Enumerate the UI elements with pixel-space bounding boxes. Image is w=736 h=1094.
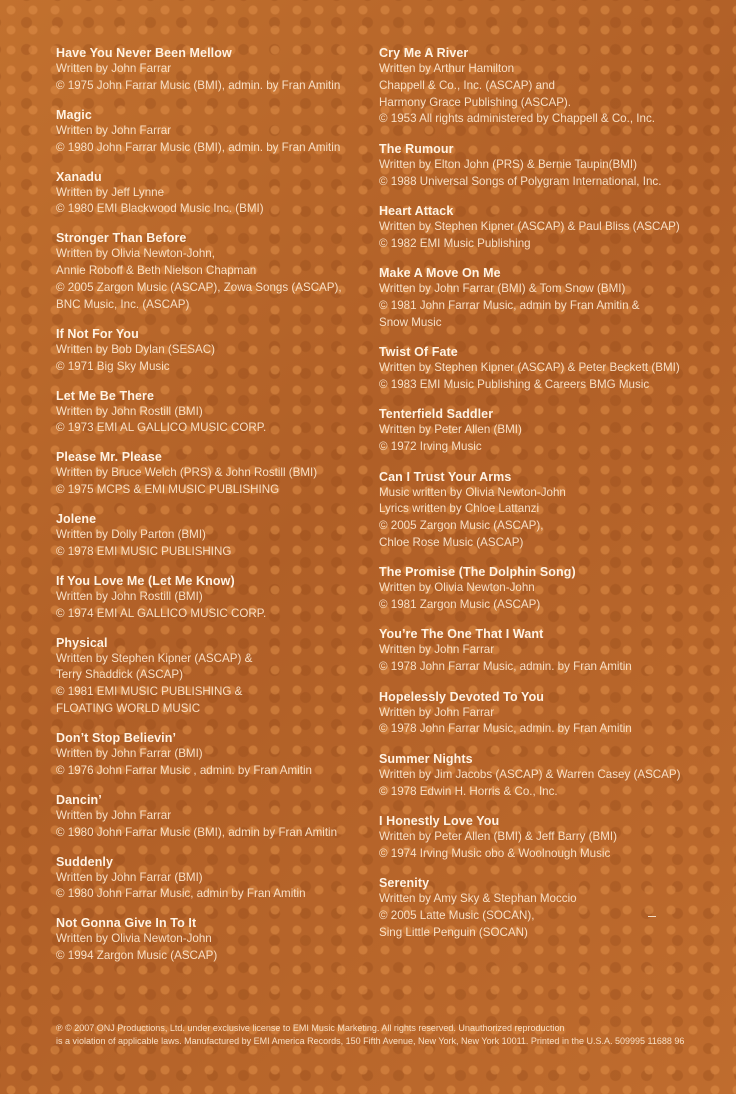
song-credit-entry [56,389,361,438]
publishing-line: Harmony Grace Publishing (ASCAP). [379,95,572,109]
publishing-line: Chappell & Co., Inc. (ASCAP) and [379,78,555,92]
copyright-footer [56,1022,696,1048]
songwriter-line: Written by Stephen Kipner (ASCAP) & Peter Beckett (BMI) [379,361,680,375]
song-credit-entry [56,170,361,219]
songwriter-line: Written by John Farrar (BMI) [56,747,203,760]
publishing-line: © 2005 Zargon Music (ASCAP), [379,519,544,533]
song-credit-entry [56,327,361,376]
song-title: Cry Me A River [379,46,469,60]
song-credit-entry [379,470,709,552]
song-credit-entry [379,266,709,331]
song-credit-entry [56,46,361,95]
publishing-line: © 1976 John Farrar Music , admin. by Fran Amitin [56,763,312,777]
songwriter-line: Written by John Farrar (BMI) [56,870,203,884]
song-credit-entry [56,108,361,157]
song-title: If You Love Me (Let Me Know) [56,573,235,588]
footer-line-1: ℗ © 2007 ONJ Productions, Ltd. under exclusive license to EMI Music Marketing. All rights reserved. Unauthorized reproduction [56,1023,565,1033]
song-credit-entry [379,627,709,676]
songwriter-line: Written by Elton John (PRS) & Bernie Taupin(BMI) [379,157,637,171]
song-credit-entry [379,345,709,394]
song-title: Stronger Than Before [56,231,187,246]
publishing-line: © 1980 John Farrar Music, admin by Fran Amitin [56,887,306,901]
songwriter-line: Written by John Rostill (BMI) [56,589,203,603]
songwriter-line: Written by Stephen Kipner (ASCAP) & Paul Bliss (ASCAP) [379,219,680,233]
songwriter-line: Written by Dolly Parton (BMI) [56,528,206,542]
song-credit-entry [56,636,361,718]
publishing-line: Sing Little Penguin (SOCAN) [379,925,528,939]
song-credit-entry [379,876,709,941]
song-credit-entry [379,407,709,456]
publishing-line: © 1994 Zargon Music (ASCAP) [56,949,218,963]
songwriter-line: Written by Stephen Kipner (ASCAP) & [56,651,253,665]
song-title: You’re The One That I Want [379,627,544,642]
song-title: Please Mr. Please [56,450,162,465]
songwriter-line: Written by Peter Allen (BMI) [379,423,522,437]
song-title: Not Gonna Give In To It [56,916,197,931]
songwriter-line: Written by Jeff Lynne [56,185,165,199]
publishing-line: © 1981 John Farrar Music, admin by Fran Amitin & [379,298,640,312]
publishing-line: FLOATING WORLD MUSIC [56,702,201,716]
song-title: Serenity [379,876,430,891]
song-title: Don’t Stop Believin’ [56,731,177,745]
song-credit-entry [56,512,361,561]
songwriter-line: Written by John Farrar [56,123,172,137]
publishing-line: © 1975 MCPS & EMI MUSIC PUBLISHING [56,483,280,497]
song-title: Heart Attack [379,203,454,218]
publishing-line: © 1983 EMI Music Publishing & Careers BMG Music [379,377,650,391]
publishing-line: © 1953 All rights administered by Chappell & Co., Inc. [379,112,655,126]
song-credit-entry [379,752,709,801]
publishing-line: © 1978 John Farrar Music, admin. by Fran Amitin [379,660,632,674]
songwriter-line: Written by John Farrar [56,62,172,75]
song-title: Tenterfield Saddler [379,407,494,422]
publishing-line: © 1972 Irving Music [379,440,482,454]
song-credit-entry [379,565,709,614]
publishing-line: © 2005 Zargon Music (ASCAP), Zowa Songs (ASCAP), [56,280,342,294]
left-credits-column [56,46,361,965]
song-title: The Promise (The Dolphin Song) [379,565,576,580]
song-title: Make A Move On Me [379,266,501,281]
publishing-line: © 1974 Irving Music obo & Woolnough Music [379,846,611,860]
publishing-line: © 1980 John Farrar Music (BMI), admin by Fran Amitin [56,825,338,839]
publishing-line: BNC Music, Inc. (ASCAP) [56,297,190,311]
song-title: If Not For You [56,326,139,341]
songwriter-line: Written by John Farrar (BMI) & Tom Snow (BMI) [379,282,626,296]
song-credit-entry [379,142,709,191]
songwriter-line: Written by John Rostill (BMI) [56,404,203,418]
songwriter-line: Written by John Farrar [379,705,495,719]
songwriter-line: Written by John Farrar [56,808,172,822]
songwriter-line: Written by Peter Allen (BMI) & Jeff Barry (BMI) [379,830,617,844]
songwriter-line: Written by Olivia Newton-John [56,932,212,946]
song-title: Physical [56,635,108,650]
songwriter-line: Written by Bruce Welch (PRS) & John Rostill (BMI) [56,466,318,480]
song-title: Let Me Be There [56,388,155,403]
song-title: Jolene [56,512,97,527]
song-credit-entry [56,574,361,623]
song-title: Have You Never Been Mellow [56,46,232,60]
song-title: Suddenly [56,854,114,869]
publishing-line: © 1973 EMI AL GALLICO MUSIC CORP. [56,421,267,435]
publishing-line: © 1988 Universal Songs of Polygram International, Inc. [379,174,662,188]
publishing-line: © 1981 EMI MUSIC PUBLISHING & [56,685,243,699]
publishing-line: Annie Roboff & Beth Nielson Chapman [56,264,257,278]
song-credit-entry [379,204,709,253]
songwriter-line: Written by Arthur Hamilton [379,62,515,75]
song-title: Can I Trust Your Arms [379,469,512,484]
publishing-line: Chloe Rose Music (ASCAP) [379,535,524,549]
song-title: Magic [56,107,92,122]
right-credits-column [379,46,709,942]
song-credit-entry [56,450,361,499]
publishing-line: Snow Music [379,315,442,329]
songwriter-line: Music written by Olivia Newton-John [379,485,566,499]
publishing-line: © 1978 Edwin H. Horris & Co., Inc. [379,784,558,798]
publishing-line: © 1974 EMI AL GALLICO MUSIC CORP. [56,606,267,620]
publishing-line: © 2005 Latte Music (SOCAN), [379,909,535,923]
song-title: Hopelessly Devoted To You [379,689,545,704]
songwriter-line: Written by John Farrar [379,643,495,657]
song-title: The Rumour [379,141,454,156]
publishing-line: © 1982 EMI Music Publishing [379,236,531,250]
song-credit-entry [56,793,361,842]
publishing-line: © 1975 John Farrar Music (BMI), admin. by Fran Amitin [56,78,341,92]
print-fleck [648,916,656,917]
songwriter-line: Written by Olivia Newton-John, [56,247,215,261]
song-credit-entry [56,855,361,904]
publishing-line: © 1980 EMI Blackwood Music Inc. (BMI) [56,202,264,216]
publishing-line: Lyrics written by Chloe Lattanzi [379,502,540,516]
song-title: Twist Of Fate [379,345,458,360]
songwriter-line: Written by Bob Dylan (SESAC) [56,342,215,356]
song-credit-entry [379,814,709,863]
song-credit-entry [56,731,361,780]
songwriter-line: Written by Amy Sky & Stephan Moccio [379,892,577,906]
publishing-line: Terry Shaddick (ASCAP) [56,668,183,682]
song-title: I Honestly Love You [379,814,500,829]
songwriter-line: Written by Jim Jacobs (ASCAP) & Warren Casey (ASCAP) [379,767,681,781]
publishing-line: © 1980 John Farrar Music (BMI), admin. by Fran Amitin [56,140,341,154]
song-title: Dancin’ [56,792,102,807]
songwriter-line: Written by Olivia Newton-John [379,581,535,595]
publishing-line: © 1981 Zargon Music (ASCAP) [379,598,541,612]
publishing-line: © 1978 EMI MUSIC PUBLISHING [56,544,232,558]
song-credit-entry [56,916,361,965]
song-credit-entry [379,690,709,739]
publishing-line: © 1971 Big Sky Music [56,359,170,373]
song-credit-entry [379,46,709,128]
song-title: Xanadu [56,169,102,184]
publishing-line: © 1978 John Farrar Music, admin. by Fran Amitin [379,722,632,736]
song-title: Summer Nights [379,751,473,766]
song-credit-entry [56,231,361,313]
footer-line-2: is a violation of applicable laws. Manufactured by EMI America Records, 150 Fifth Avenue, New York, New York 10011. Printed in the U.S.A. 509995 11688 96 [56,1036,685,1046]
